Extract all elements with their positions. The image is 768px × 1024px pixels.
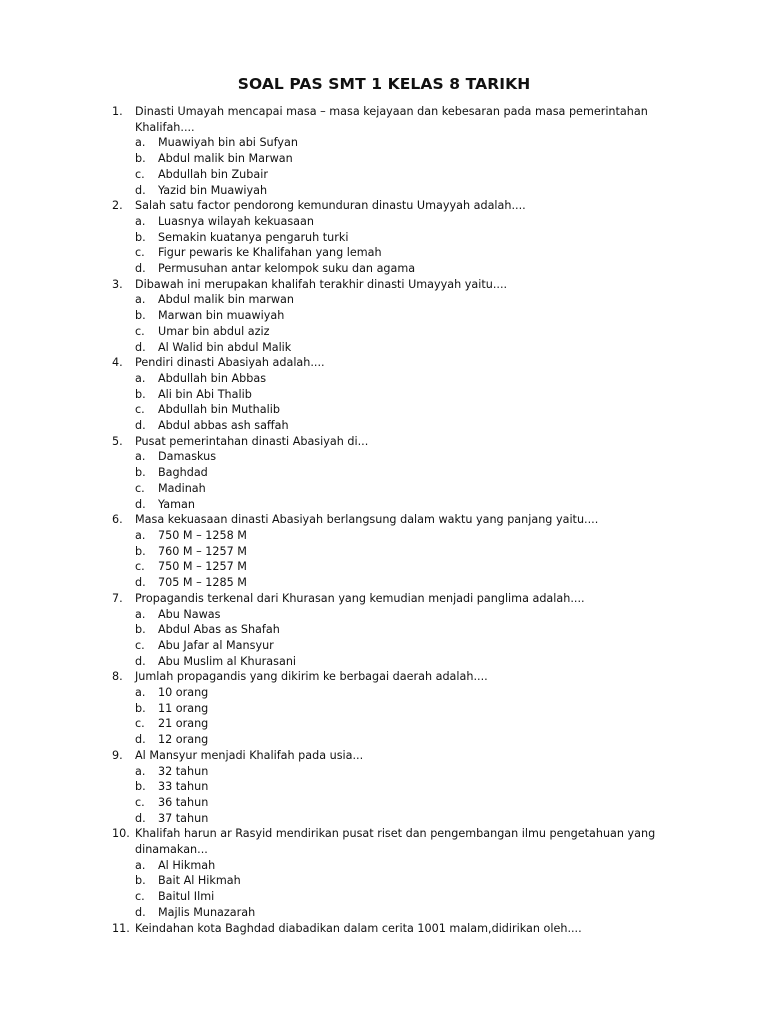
question-item bbox=[0, 591, 768, 670]
option-label: b. bbox=[135, 152, 146, 166]
answer-option bbox=[0, 214, 768, 230]
option-label: b. bbox=[135, 466, 146, 480]
answer-option bbox=[0, 622, 768, 638]
option-label: b. bbox=[135, 544, 146, 558]
answer-option bbox=[0, 465, 768, 481]
answer-option bbox=[0, 544, 768, 560]
answer-option bbox=[0, 607, 768, 623]
option-text: Majlis Munazarah bbox=[158, 905, 256, 919]
option-text: Damaskus bbox=[158, 450, 217, 464]
option-list bbox=[0, 764, 768, 827]
question-line bbox=[0, 355, 768, 371]
option-label: b. bbox=[135, 387, 146, 401]
answer-option bbox=[0, 481, 768, 497]
option-text: Abu Nawas bbox=[158, 607, 221, 621]
question-text: Masa kekuasaan dinasti Abasiyah berlangsung dalam waktu yang panjang yaitu.... bbox=[135, 513, 599, 527]
option-text: Abdul abbas ash saffah bbox=[158, 419, 289, 433]
option-text: Yaman bbox=[158, 497, 195, 511]
answer-option bbox=[0, 779, 768, 795]
option-label: d. bbox=[135, 733, 146, 747]
option-text: Marwan bin muawiyah bbox=[158, 309, 285, 323]
option-list bbox=[0, 528, 768, 591]
option-text: Bait Al Hikmah bbox=[158, 874, 241, 888]
option-label: a. bbox=[135, 528, 146, 542]
answer-option bbox=[0, 230, 768, 246]
option-label: d. bbox=[135, 576, 146, 590]
page-title: SOAL PAS SMT 1 KELAS 8 TARIKH bbox=[237, 75, 531, 93]
answer-option bbox=[0, 873, 768, 889]
question-text: Keindahan kota Baghdad diabadikan dalam cerita 1001 malam,didirikan oleh.... bbox=[135, 921, 582, 935]
question-item bbox=[0, 277, 768, 356]
question-number: 2. bbox=[112, 199, 123, 213]
option-label: c. bbox=[135, 638, 145, 652]
option-list bbox=[0, 685, 768, 748]
option-text: Baitul Ilmi bbox=[158, 890, 215, 904]
question-text: Propagandis terkenal dari Khurasan yang kemudian menjadi panglima adalah.... bbox=[135, 591, 585, 605]
question-line bbox=[0, 104, 768, 135]
option-label: d. bbox=[135, 654, 146, 668]
question-line bbox=[0, 921, 768, 937]
option-label: a. bbox=[135, 136, 146, 150]
option-text: Baghdad bbox=[158, 466, 208, 480]
question-number: 3. bbox=[112, 277, 123, 291]
answer-option bbox=[0, 701, 768, 717]
option-text: 37 tahun bbox=[158, 811, 209, 825]
option-text: 12 orang bbox=[158, 733, 209, 747]
answer-option bbox=[0, 905, 768, 921]
option-text: Yazid bin Muawiyah bbox=[158, 183, 268, 197]
option-text: Umar bin abdul aziz bbox=[158, 324, 270, 338]
option-label: a. bbox=[135, 293, 146, 307]
option-text: Abdul malik bin Marwan bbox=[158, 152, 293, 166]
option-label: d. bbox=[135, 419, 146, 433]
option-label: c. bbox=[135, 403, 145, 417]
question-number: 7. bbox=[112, 591, 123, 605]
answer-option bbox=[0, 497, 768, 513]
option-label: a. bbox=[135, 214, 146, 228]
question-number: 1. bbox=[112, 105, 123, 118]
question-text: Jumlah propagandis yang dikirim ke berbagai daerah adalah.... bbox=[135, 670, 488, 684]
question-text: Dibawah ini merupakan khalifah terakhir dinasti Umayyah yaitu.... bbox=[135, 277, 508, 291]
answer-option bbox=[0, 151, 768, 167]
question-number: 8. bbox=[112, 670, 123, 684]
answer-option bbox=[0, 371, 768, 387]
option-text: Luasnya wilayah kekuasaan bbox=[158, 214, 314, 228]
question-number: 11. bbox=[112, 921, 130, 935]
option-text: Ali bin Abi Thalib bbox=[158, 387, 252, 401]
option-label: d. bbox=[135, 183, 146, 197]
question-text: Khalifah harun ar Rasyid mendirikan pusat riset dan pengembangan ilmu pengetahuan yang dinamakan... bbox=[135, 827, 656, 857]
option-list bbox=[0, 449, 768, 512]
option-text: Semakin kuatanya pengaruh turki bbox=[158, 230, 349, 244]
question-line bbox=[0, 826, 768, 857]
option-label: b. bbox=[135, 874, 146, 888]
option-label: c. bbox=[135, 560, 145, 574]
answer-option bbox=[0, 324, 768, 340]
option-list bbox=[0, 371, 768, 434]
option-label: c. bbox=[135, 481, 145, 495]
answer-option bbox=[0, 245, 768, 261]
question-item bbox=[0, 104, 768, 198]
question-line bbox=[0, 669, 768, 685]
answer-option bbox=[0, 340, 768, 356]
option-text: 21 orang bbox=[158, 717, 209, 731]
question-line bbox=[0, 748, 768, 764]
option-label: d. bbox=[135, 905, 146, 919]
question-item bbox=[0, 921, 768, 937]
answer-option bbox=[0, 183, 768, 199]
option-text: 33 tahun bbox=[158, 780, 209, 794]
question-item bbox=[0, 434, 768, 513]
question-item bbox=[0, 748, 768, 827]
option-label: a. bbox=[135, 371, 146, 385]
option-text: Abdul malik bin marwan bbox=[158, 293, 294, 307]
option-text: Abdul Abas as Shafah bbox=[158, 623, 280, 637]
option-label: a. bbox=[135, 686, 146, 700]
question-number: 9. bbox=[112, 748, 123, 762]
option-label: d. bbox=[135, 340, 146, 354]
option-label: b. bbox=[135, 780, 146, 794]
question-item bbox=[0, 355, 768, 434]
option-text: Abu Jafar al Mansyur bbox=[158, 638, 274, 652]
question-line bbox=[0, 512, 768, 528]
question-line bbox=[0, 277, 768, 293]
answer-option bbox=[0, 308, 768, 324]
answer-option bbox=[0, 261, 768, 277]
answer-option bbox=[0, 654, 768, 670]
option-text: 10 orang bbox=[158, 686, 209, 700]
option-label: c. bbox=[135, 890, 145, 904]
option-label: c. bbox=[135, 167, 145, 181]
answer-option bbox=[0, 685, 768, 701]
option-text: 750 M – 1257 M bbox=[158, 560, 247, 574]
option-text: Abdullah bin Muthalib bbox=[158, 403, 280, 417]
option-list bbox=[0, 858, 768, 921]
option-label: d. bbox=[135, 811, 146, 825]
option-label: a. bbox=[135, 858, 146, 872]
option-text: Figur pewaris ke Khalifahan yang lemah bbox=[158, 246, 382, 260]
option-text: Al Hikmah bbox=[158, 858, 216, 872]
option-label: c. bbox=[135, 246, 145, 260]
question-line bbox=[0, 198, 768, 214]
answer-option bbox=[0, 559, 768, 575]
answer-option bbox=[0, 387, 768, 403]
answer-option bbox=[0, 135, 768, 151]
option-text: 750 M – 1258 M bbox=[158, 528, 247, 542]
option-text: Madinah bbox=[158, 481, 206, 495]
option-list bbox=[0, 214, 768, 277]
option-label: a. bbox=[135, 764, 146, 778]
option-text: 32 tahun bbox=[158, 764, 209, 778]
question-item bbox=[0, 826, 768, 920]
option-text: 760 M – 1257 M bbox=[158, 544, 247, 558]
question-number: 10. bbox=[112, 827, 130, 841]
question-line bbox=[0, 591, 768, 607]
answer-option bbox=[0, 167, 768, 183]
question-item bbox=[0, 512, 768, 591]
answer-option bbox=[0, 795, 768, 811]
option-label: b. bbox=[135, 701, 146, 715]
option-label: a. bbox=[135, 607, 146, 621]
option-label: b. bbox=[135, 623, 146, 637]
option-text: Abu Muslim al Khurasani bbox=[158, 654, 297, 668]
answer-option bbox=[0, 889, 768, 905]
option-label: d. bbox=[135, 262, 146, 276]
answer-option bbox=[0, 732, 768, 748]
option-label: c. bbox=[135, 324, 145, 338]
option-label: c. bbox=[135, 717, 145, 731]
question-text: Al Mansyur menjadi Khalifah pada usia... bbox=[135, 748, 364, 762]
option-label: c. bbox=[135, 795, 145, 809]
answer-option bbox=[0, 292, 768, 308]
option-list bbox=[0, 292, 768, 355]
question-text: Pusat pemerintahan dinasti Abasiyah di... bbox=[135, 434, 369, 448]
answer-option bbox=[0, 716, 768, 732]
question-number: 6. bbox=[112, 513, 123, 527]
question-text: Salah satu factor pendorong kemunduran dinastu Umayyah adalah.... bbox=[135, 199, 526, 213]
option-text: 36 tahun bbox=[158, 795, 209, 809]
answer-option bbox=[0, 858, 768, 874]
option-list bbox=[0, 607, 768, 670]
answer-option bbox=[0, 764, 768, 780]
option-label: b. bbox=[135, 309, 146, 323]
answer-option bbox=[0, 528, 768, 544]
answer-option bbox=[0, 402, 768, 418]
answer-option bbox=[0, 638, 768, 654]
option-label: b. bbox=[135, 230, 146, 244]
option-label: d. bbox=[135, 497, 146, 511]
answer-option bbox=[0, 449, 768, 465]
question-number: 5. bbox=[112, 434, 123, 448]
question-item bbox=[0, 198, 768, 277]
option-text: 705 M – 1285 M bbox=[158, 576, 247, 590]
question-text: Pendiri dinasti Abasiyah adalah.... bbox=[135, 356, 325, 370]
answer-option bbox=[0, 418, 768, 434]
option-text: Al Walid bin abdul Malik bbox=[158, 340, 292, 354]
question-number: 4. bbox=[112, 356, 123, 370]
option-text: Abdullah bin Abbas bbox=[158, 371, 267, 385]
option-text: 11 orang bbox=[158, 701, 209, 715]
answer-option bbox=[0, 575, 768, 591]
answer-option bbox=[0, 811, 768, 827]
option-label: a. bbox=[135, 450, 146, 464]
question-line bbox=[0, 434, 768, 450]
option-list bbox=[0, 135, 768, 198]
question-list bbox=[0, 104, 768, 936]
option-text: Muawiyah bin abi Sufyan bbox=[158, 136, 298, 150]
question-item bbox=[0, 669, 768, 748]
option-text: Permusuhan antar kelompok suku dan agama bbox=[158, 262, 416, 276]
option-text: Abdullah bin Zubair bbox=[158, 167, 268, 181]
question-text: Dinasti Umayah mencapai masa – masa kejayaan dan kebesaran pada masa pemerintahan Khalifah.... bbox=[135, 105, 648, 134]
